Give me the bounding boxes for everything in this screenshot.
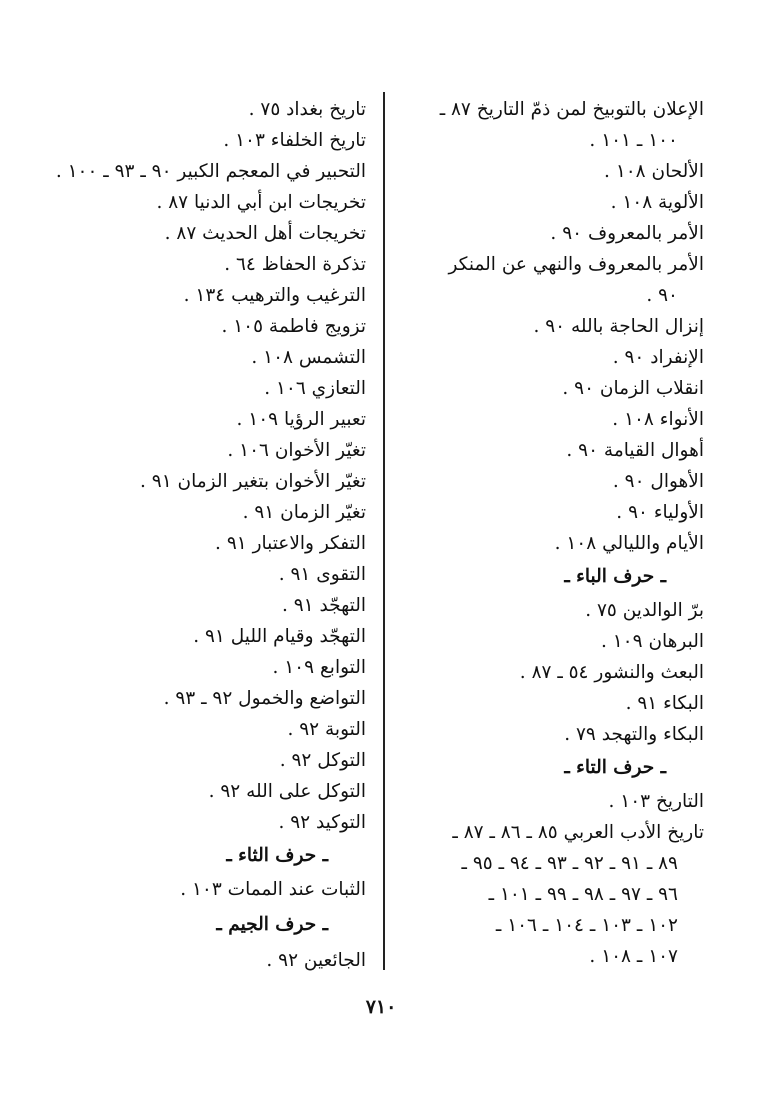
section-heading: ـ حرف الباء ـ — [564, 566, 666, 587]
column-divider — [383, 92, 385, 970]
index-entry: تزويج فاطمة ١٠٥ . — [221, 316, 366, 337]
index-entry: تخريجات أهل الحديث ٨٧ . — [164, 223, 366, 244]
index-entry: الأهوال ٩٠ . — [612, 471, 704, 492]
section-heading: ـ حرف الثاء ـ — [226, 845, 328, 866]
index-column-right — [386, 94, 704, 972]
index-entry: تعبير الرؤيا ١٠٩ . — [236, 409, 366, 430]
index-entry: التفكر والاعتبار ٩١ . — [215, 533, 366, 554]
index-entry-continuation: ٨٩ ـ ٩١ ـ ٩٢ ـ ٩٣ ـ ٩٤ ـ ٩٥ ـ — [461, 853, 678, 874]
index-entry: تاريخ الخلفاء ١٠٣ . — [223, 130, 366, 151]
index-entry-continuation: ١٠٠ ـ ١٠١ . — [589, 130, 678, 151]
index-entry: تغيّر الأخوان بتغير الزمان ٩١ . — [140, 471, 366, 492]
index-entry: تغيّر الأخوان ١٠٦ . — [227, 440, 366, 461]
index-entry: انقلاب الزمان ٩٠ . — [562, 378, 704, 399]
index-entry: التوكل ٩٢ . — [279, 750, 366, 771]
index-entry: التقوى ٩١ . — [278, 564, 366, 585]
index-entry-continuation: ١٠٢ ـ ١٠٣ ـ ١٠٤ ـ ١٠٦ ـ — [495, 915, 678, 936]
index-entry-continuation: ١٠٧ ـ ١٠٨ . — [589, 946, 678, 967]
index-entry: البكاء والتهجد ٧٩ . — [564, 724, 704, 745]
index-entry: تاريخ بغداد ٧٥ . — [248, 99, 366, 120]
index-entry: الألوية ١٠٨ . — [610, 192, 704, 213]
index-entry: الجائعين ٩٢ . — [266, 950, 366, 971]
index-entry: البكاء ٩١ . — [625, 693, 704, 714]
index-entry: التحبير في المعجم الكبير ٩٠ ـ ٩٣ ـ ١٠٠ . — [55, 161, 366, 182]
index-entry: الأيام والليالي ١٠٨ . — [554, 533, 704, 554]
index-entry: الأنواء ١٠٨ . — [612, 409, 704, 430]
index-entry: الإعلان بالتوبيخ لمن ذمّ التاريخ ٨٧ ـ — [439, 99, 704, 120]
index-entry: الأمر بالمعروف ٩٠ . — [550, 223, 704, 244]
index-entry: الأمر بالمعروف والنهي عن المنكر — [448, 254, 704, 275]
index-entry: التوبة ٩٢ . — [287, 719, 366, 740]
index-entry: البعث والنشور ٥٤ ـ ٨٧ . — [519, 662, 704, 683]
index-entry-continuation: ٩٦ ـ ٩٧ ـ ٩٨ ـ ٩٩ ـ ١٠١ ـ — [488, 884, 678, 905]
index-entry: التواضع والخمول ٩٢ ـ ٩٣ . — [163, 688, 366, 709]
index-entry: التعازي ١٠٦ . — [264, 378, 366, 399]
index-entry: التشمس ١٠٨ . — [251, 347, 366, 368]
section-heading: ـ حرف التاء ـ — [564, 757, 666, 778]
index-entry: البرهان ١٠٩ . — [600, 631, 704, 652]
index-entry: الألحان ١٠٨ . — [604, 161, 704, 182]
index-entry-continuation: ٩٠ . — [646, 285, 678, 306]
index-entry: الثبات عند الممات ١٠٣ . — [180, 879, 366, 900]
section-heading: ـ حرف الجيم ـ — [216, 914, 328, 935]
index-entry: التوابع ١٠٩ . — [272, 657, 366, 678]
index-entry: أهوال القيامة ٩٠ . — [566, 440, 704, 461]
index-column-left — [55, 94, 366, 976]
index-entry: إنزال الحاجة بالله ٩٠ . — [533, 316, 704, 337]
index-entry: برّ الوالدين ٧٥ . — [585, 600, 704, 621]
page-number: ٧١٠ — [365, 996, 397, 1018]
index-entry: تخريجات ابن أبي الدنيا ٨٧ . — [156, 192, 366, 213]
index-entry: تغيّر الزمان ٩١ . — [242, 502, 366, 523]
index-entry: التوكل على الله ٩٢ . — [208, 781, 366, 802]
index-entry: الإنفراد ٩٠ . — [612, 347, 704, 368]
index-entry: التهجّد ٩١ . — [281, 595, 366, 616]
index-entry: التاريخ ١٠٣ . — [608, 791, 704, 812]
index-entry: الأولياء ٩٠ . — [616, 502, 704, 523]
index-entry: الترغيب والترهيب ١٣٤ . — [183, 285, 366, 306]
index-entry: التوكيد ٩٢ . — [278, 812, 366, 833]
index-entry: تذكرة الحفاظ ٦٤ . — [224, 254, 366, 275]
index-entry: تاريخ الأدب العربي ٨٥ ـ ٨٦ ـ ٨٧ ـ — [452, 822, 704, 843]
index-entry: التهجّد وقيام الليل ٩١ . — [193, 626, 366, 647]
